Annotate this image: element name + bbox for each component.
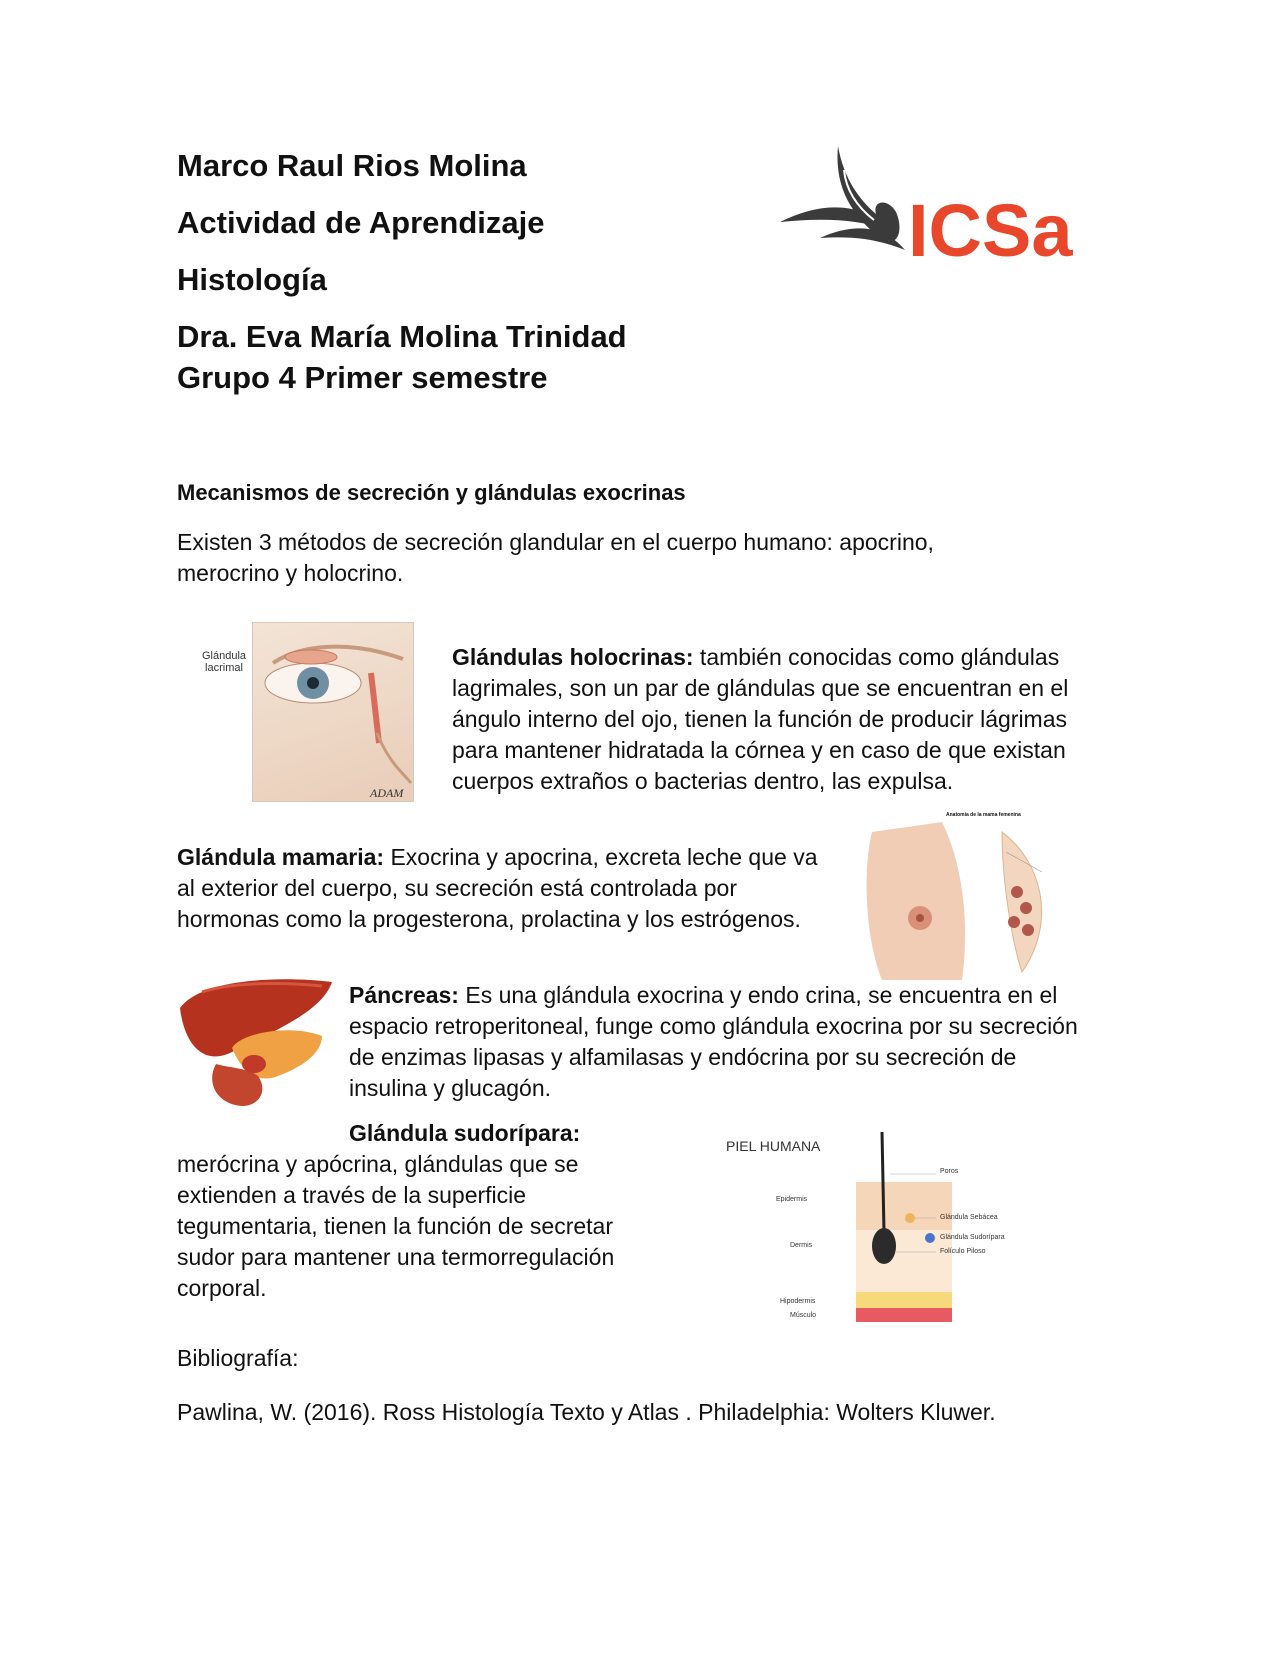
section-title: Mecanismos de secreción y glándulas exocrinas: [177, 480, 686, 505]
mammary-paragraph: [177, 842, 840, 935]
holocrine-text: también conocidas como glándulas lagrimales, son un par de glándulas que se encuentran en el ángulo interno del ojo, tienen la función de producir lágrimas para mantener hidratada la córnea y en caso de que existan cuerpos extraños o bacterias dentro, las expulsa.: [452, 644, 1069, 794]
lacrimal-gland-figure: [180, 614, 440, 814]
activity-title: Actividad de Aprendizaje: [177, 205, 545, 240]
icsa-logo: [780, 140, 1100, 280]
layer-label-hypodermis: Hipodermis: [780, 1298, 816, 1305]
mammary-gland-figure: [852, 812, 1092, 980]
adam-credit: ADAM: [370, 786, 404, 800]
layer-label-dermis: Dermis: [790, 1242, 813, 1249]
mammary-term: Glándula mamaria:: [177, 844, 385, 870]
mammary-figure-title: Anatomía de la mama femenina: [946, 812, 1021, 818]
pancreas-text: Es una glándula exocrina y endo crina, se encuentra en el espacio retroperitoneal, funge como glándula exocrina por su secreción de enzimas lipasas y alfamilasas y endócrina por su secreción de insulina y glucagón.: [349, 982, 1078, 1101]
eye-illustration: [252, 622, 414, 802]
holocrine-paragraph: [452, 642, 1087, 797]
icsa-logo-mark: [780, 140, 1100, 280]
mammary-text: Exocrina y apocrina, excreta leche que va al exterior del cuerpo, su secreción está controlada por hormonas como la progesterona, prolactina y los estrógenos.: [177, 844, 818, 932]
callout-sweat: Glándula Sudorípara: [940, 1234, 1005, 1241]
subject-title: Histología: [177, 262, 327, 297]
teacher-name: Dra. Eva María Molina Trinidad: [177, 319, 627, 354]
pancreas-paragraph: [349, 980, 1089, 1104]
group-label: Grupo 4 Primer semestre: [177, 360, 548, 395]
sweat-text: merócrina y apócrina, glándulas que se extienden a través de la superficie tegumentaria, tienen la función de secretar sudor para mantener una termorregulación corporal.: [177, 1151, 615, 1301]
pancreas-figure: [172, 972, 340, 1112]
layer-label-epidermis: Epidermis: [776, 1196, 808, 1203]
callout-pores: Poros: [940, 1168, 959, 1175]
author-name: Marco Raul Rios Molina: [177, 148, 527, 183]
layer-label-muscle: Músculo: [790, 1312, 817, 1319]
callout-follicle: Folículo Piloso: [940, 1248, 986, 1255]
lacrimal-figure-label: Glándula lacrimal: [201, 650, 247, 674]
bibliography-entry: Pawlina, W. (2016). Ross Histología Texto y Atlas . Philadelphia: Wolters Kluwer.: [177, 1399, 996, 1425]
callout-sebaceous: Glándula Sebácea: [940, 1214, 998, 1221]
pancreas-term: Páncreas:: [349, 982, 459, 1008]
bibliography-label: Bibliografía:: [177, 1345, 299, 1371]
sweat-term: Glándula sudorípara:: [349, 1120, 581, 1146]
skin-figure: [720, 1122, 1050, 1322]
logo-wordmark: ICSa: [908, 189, 1073, 272]
skin-figure-title: PIEL HUMANA: [726, 1138, 821, 1154]
intro-paragraph: Existen 3 métodos de secreción glandular en el cuerpo humano: apocrino, merocrino y holocrino.: [177, 529, 934, 586]
holocrine-term: Glándulas holocrinas:: [452, 644, 694, 670]
